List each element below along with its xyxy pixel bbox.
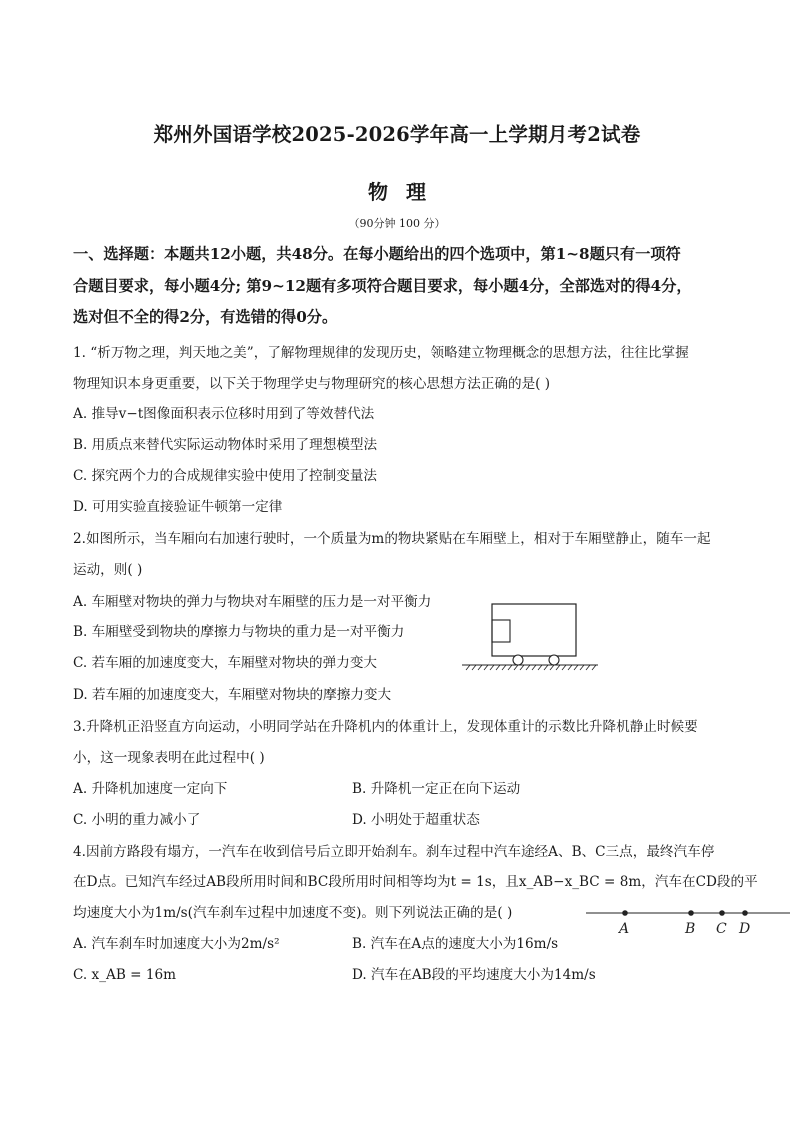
q1-option-a: A. 推导v−t图像面积表示位移时用到了等效替代法 [73,406,375,422]
q4-stem-line2: 在D点。已知汽车经过AB段所用时间和BC段所用时间相等均为t = 1s，且x_AB−x_BC = 8m，汽车在CD段的平 [73,874,758,890]
points-line-figure [586,905,792,935]
q3-stem-line1: 3.升降机正沿竖直方向运动，小明同学站在升降机内的体重计上，发现体重计的示数比升降机静止时候要 [73,719,698,735]
truck-figure [460,602,600,672]
point-d-dot [742,910,748,916]
ground-hatching [466,665,596,670]
section-instructions-line1: 一、选择题：本题共12小题，共48分。在每小题给出的四个选项中，第1~8题只有一项符 [73,245,681,263]
subject-heading: 物理 [368,180,444,204]
q3-option-b: B. 升降机一定正在向下运动 [352,781,521,797]
truck-wheel-front [549,655,559,665]
truck-block [492,620,510,642]
point-b-dot [688,910,694,916]
q4-stem-line1: 4.因前方路段有塌方，一汽车在收到信号后立即开始刹车。刹车过程中汽车途经A、B、C三点，最终汽车停 [73,844,715,860]
q4-option-b: B. 汽车在A点的速度大小为16m/s [352,936,559,952]
point-a-dot [622,910,628,916]
q3-option-c: C. 小明的重力减小了 [73,812,201,828]
q1-option-b: B. 用质点来替代实际运动物体时采用了理想模型法 [73,437,378,453]
exam-meta: （90分钟 100 分） [348,217,446,230]
point-d-label: D [739,921,751,937]
q2-option-c: C. 若车厢的加速度变大，车厢壁对物块的弹力变大 [73,655,378,671]
q2-option-d: D. 若车厢的加速度变大，车厢壁对物块的摩擦力变大 [73,687,392,703]
exam-title: 郑州外国语学校2025-2026学年高一上学期月考2试卷 [153,123,641,146]
q3-option-a: A. 升降机加速度一定向下 [73,781,228,797]
q1-stem-line2: 物理知识本身更重要，以下关于物理学史与物理研究的核心思想方法正确的是( ) [73,376,551,392]
point-c-label: C [716,921,727,937]
point-c-dot [719,910,725,916]
q1-stem-line1: 1. “析万物之理，判天地之美”，了解物理规律的发现历史，领略建立物理概念的思想方法，往往比掌握 [73,345,689,361]
q2-stem-line1: 2.如图所示，当车厢向右加速行驶时，一个质量为m的物块紧贴在车厢壁上，相对于车厢壁静止，随车一起 [73,531,711,547]
q2-stem-line2: 运动，则( ) [73,562,143,578]
point-a-label: A [619,921,630,937]
point-b-label: B [685,921,696,937]
q4-option-a: A. 汽车刹车时加速度大小为2m/s² [73,936,280,952]
q2-option-a: A. 车厢壁对物块的弹力与物块对车厢壁的压力是一对平衡力 [73,594,432,610]
section-instructions-line2: 合题目要求，每小题4分; 第9~12题有多项符合题目要求，每小题4分，全部选对的得4分， [73,277,692,295]
truck-wheel-rear [513,655,523,665]
truck-cargo-box [492,604,576,656]
q2-option-b: B. 车厢壁受到物块的摩擦力与物块的重力是一对平衡力 [73,624,405,640]
q4-stem-line3: 均速度大小为1m/s(汽车刹车过程中加速度不变)。则下列说法正确的是( ) [73,905,513,921]
q3-option-d: D. 小明处于超重状态 [352,812,480,828]
section-instructions-line3: 选对但不全的得2分，有选错的得0分。 [73,308,338,326]
q4-option-d: D. 汽车在AB段的平均速度大小为14m/s [352,967,596,983]
q1-option-d: D. 可用实验直接验证牛顿第一定律 [73,499,283,515]
q4-option-c: C. x_AB = 16m [73,967,177,983]
q1-option-c: C. 探究两个力的合成规律实验中使用了控制变量法 [73,468,378,484]
q3-stem-line2: 小，这一现象表明在此过程中( ) [73,750,265,766]
